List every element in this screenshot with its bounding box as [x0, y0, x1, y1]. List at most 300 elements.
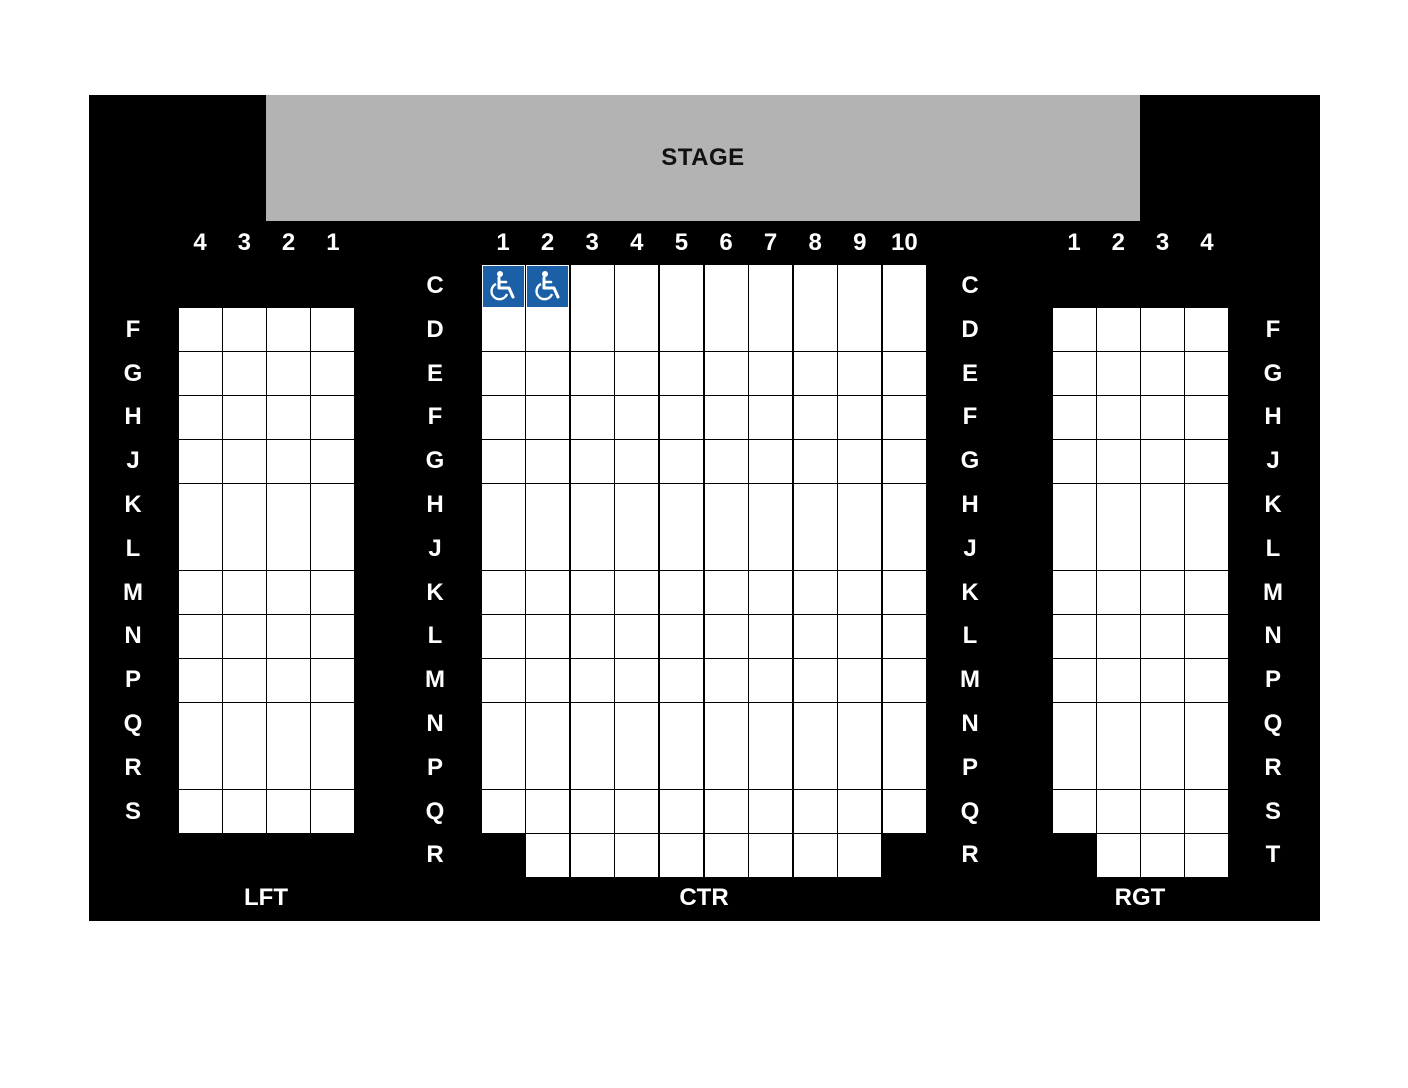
seat-left-H-2[interactable]: [267, 396, 310, 439]
seat-center-E-1[interactable]: [482, 352, 525, 395]
seat-left-J-3[interactable]: [223, 440, 266, 483]
center-row-label-left: Q: [425, 797, 445, 825]
seat-center-J-10[interactable]: [883, 527, 926, 570]
seat-center-G-2[interactable]: [526, 440, 569, 483]
seat-left-L-4[interactable]: [179, 527, 222, 570]
left-row-label: J: [126, 447, 140, 475]
seat-left-L-3[interactable]: [223, 527, 266, 570]
seat-center-M-7[interactable]: [749, 659, 792, 702]
seat-center-H-1[interactable]: [482, 484, 525, 527]
seat-center-R-4[interactable]: [615, 834, 658, 877]
seat-center-F-8[interactable]: [794, 396, 837, 439]
seat-left-H-3[interactable]: [223, 396, 266, 439]
seat-center-L-3[interactable]: [571, 615, 614, 658]
seat-left-R-2[interactable]: [267, 746, 310, 789]
seat-left-K-3[interactable]: [223, 484, 266, 527]
right-row-label: N: [1264, 622, 1282, 650]
seat-right-H-3[interactable]: [1141, 396, 1184, 439]
seat-center-F-2[interactable]: [526, 396, 569, 439]
seat-left-M-1[interactable]: [311, 571, 354, 614]
seat-right-M-2[interactable]: [1097, 571, 1140, 614]
seat-right-K-2[interactable]: [1097, 484, 1140, 527]
seat-center-D-8[interactable]: [794, 308, 837, 351]
seat-center-K-9[interactable]: [838, 571, 881, 614]
seat-right-J-4[interactable]: [1185, 440, 1228, 483]
seat-center-F-7[interactable]: [749, 396, 792, 439]
seat-center-R-3[interactable]: [571, 834, 614, 877]
seat-center-J-3[interactable]: [571, 527, 614, 570]
left-seat-number: 3: [237, 229, 251, 256]
seat-center-F-6[interactable]: [705, 396, 748, 439]
seat-center-P-1[interactable]: [482, 746, 525, 789]
seat-right-K-4[interactable]: [1185, 484, 1228, 527]
seat-center-P-6[interactable]: [705, 746, 748, 789]
seat-center-M-3[interactable]: [571, 659, 614, 702]
seat-left-F-1[interactable]: [311, 308, 354, 351]
center-row-label-left: N: [426, 710, 444, 737]
right-row-label: J: [1266, 447, 1280, 475]
seat-right-N-1[interactable]: [1053, 615, 1096, 658]
seat-center-P-10[interactable]: [883, 746, 926, 789]
right-seat-number: 3: [1155, 229, 1170, 256]
seat-left-H-4[interactable]: [179, 396, 222, 439]
seat-center-D-2[interactable]: [526, 308, 569, 351]
seat-left-J-1[interactable]: [311, 440, 354, 483]
seat-center-G-1[interactable]: [482, 440, 525, 483]
seat-center-N-2[interactable]: [526, 703, 569, 746]
seat-center-F-9[interactable]: [838, 396, 881, 439]
seat-center-F-5[interactable]: [660, 396, 703, 439]
seat-left-J-4[interactable]: [179, 440, 222, 483]
seat-right-Q-3[interactable]: [1141, 703, 1184, 746]
right-seat-number: 2: [1111, 229, 1125, 256]
seat-center-Q-8[interactable]: [794, 790, 837, 833]
seat-center-C-9[interactable]: [838, 265, 881, 308]
seat-left-R-3[interactable]: [223, 746, 266, 789]
seat-center-M-8[interactable]: [794, 659, 837, 702]
seat-left-F-2[interactable]: [267, 308, 310, 351]
seat-center-N-4[interactable]: [615, 703, 658, 746]
seat-left-S-4[interactable]: [179, 790, 222, 833]
seat-right-G-2[interactable]: [1097, 352, 1140, 395]
seat-left-K-1[interactable]: [311, 484, 354, 527]
seat-right-J-1[interactable]: [1053, 440, 1096, 483]
center-row-label-left: P: [426, 753, 443, 781]
seat-left-S-1[interactable]: [311, 790, 354, 833]
seat-center-E-8[interactable]: [794, 352, 837, 395]
seat-right-F-1[interactable]: [1053, 308, 1096, 351]
seat-center-N-8[interactable]: [794, 703, 837, 746]
seat-right-P-2[interactable]: [1097, 659, 1140, 702]
seat-center-N-6[interactable]: [705, 703, 748, 746]
seat-center-P-5[interactable]: [660, 746, 703, 789]
right-row-label: T: [1265, 841, 1281, 869]
seat-left-J-2[interactable]: [267, 440, 310, 483]
seat-left-P-4[interactable]: [179, 659, 222, 702]
seat-left-G-4[interactable]: [179, 352, 222, 395]
seat-right-L-1[interactable]: [1053, 527, 1096, 570]
seat-center-Q-7[interactable]: [749, 790, 792, 833]
seat-center-Q-5[interactable]: [660, 790, 703, 833]
seat-center-M-4[interactable]: [615, 659, 658, 702]
seat-right-L-3[interactable]: [1141, 527, 1184, 570]
seat-center-C-6[interactable]: [705, 265, 748, 308]
seat-left-P-2[interactable]: [267, 659, 310, 702]
seat-center-L-9[interactable]: [838, 615, 881, 658]
seat-left-M-4[interactable]: [179, 571, 222, 614]
seat-center-N-10[interactable]: [883, 703, 926, 746]
left-row-label: N: [124, 622, 142, 650]
seat-right-F-3[interactable]: [1141, 308, 1184, 351]
seat-left-G-1[interactable]: [311, 352, 354, 395]
center-seat-number: 8: [808, 229, 822, 256]
seat-right-H-1[interactable]: [1053, 396, 1096, 439]
seat-center-C-7[interactable]: [749, 265, 792, 308]
center-row-label-left: M: [425, 666, 445, 694]
seat-center-R-5[interactable]: [660, 834, 703, 877]
seat-center-L-5[interactable]: [660, 615, 703, 658]
seat-center-C-3[interactable]: [571, 265, 614, 308]
right-section-label: RGT: [1114, 884, 1166, 911]
seat-center-G-4[interactable]: [615, 440, 658, 483]
seat-left-Q-1[interactable]: [311, 703, 354, 746]
seat-center-N-9[interactable]: [838, 703, 881, 746]
seat-left-F-3[interactable]: [223, 308, 266, 351]
seat-right-S-2[interactable]: [1097, 790, 1140, 833]
seat-center-Q-6[interactable]: [705, 790, 748, 833]
center-seat-number: 4: [630, 229, 644, 256]
seat-center-D-7[interactable]: [749, 308, 792, 351]
center-section-label: CTR: [679, 884, 729, 911]
left-row-label: M: [123, 578, 143, 606]
center-row-label-right: M: [960, 666, 980, 694]
seat-left-N-3[interactable]: [223, 615, 266, 658]
seat-left-N-1[interactable]: [311, 615, 354, 658]
seat-center-Q-10[interactable]: [883, 790, 926, 833]
seat-center-G-3[interactable]: [571, 440, 614, 483]
seat-center-P-3[interactable]: [571, 746, 614, 789]
seat-center-P-4[interactable]: [615, 746, 658, 789]
seat-right-S-4[interactable]: [1185, 790, 1228, 833]
seat-center-K-2[interactable]: [526, 571, 569, 614]
seat-right-L-4[interactable]: [1185, 527, 1228, 570]
seat-left-G-2[interactable]: [267, 352, 310, 395]
center-row-label-left: C: [426, 272, 444, 299]
seat-center-Q-2[interactable]: [526, 790, 569, 833]
seat-center-K-6[interactable]: [705, 571, 748, 614]
seat-left-P-1[interactable]: [311, 659, 354, 702]
seat-right-L-2[interactable]: [1097, 527, 1140, 570]
seat-center-P-8[interactable]: [794, 746, 837, 789]
seat-center-R-6[interactable]: [705, 834, 748, 877]
seat-center-C-10[interactable]: [883, 265, 926, 308]
seat-center-J-1[interactable]: [482, 527, 525, 570]
seat-center-J-9[interactable]: [838, 527, 881, 570]
seat-center-H-10[interactable]: [883, 484, 926, 527]
seat-center-L-7[interactable]: [749, 615, 792, 658]
wheelchair-icon: [485, 268, 521, 304]
seat-center-L-8[interactable]: [794, 615, 837, 658]
center-row-label-left: F: [427, 403, 443, 431]
seat-center-J-8[interactable]: [794, 527, 837, 570]
seat-center-M-9[interactable]: [838, 659, 881, 702]
center-row-label-left: G: [425, 447, 445, 475]
center-row-label-right: L: [962, 622, 978, 650]
stage-label: STAGE: [661, 144, 745, 171]
seat-right-N-3[interactable]: [1141, 615, 1184, 658]
wheelchair-icon: [530, 268, 566, 304]
seat-center-R-7[interactable]: [749, 834, 792, 877]
seat-center-K-3[interactable]: [571, 571, 614, 614]
seat-center-M-6[interactable]: [705, 659, 748, 702]
seat-center-E-5[interactable]: [660, 352, 703, 395]
right-row-label: R: [1264, 753, 1282, 781]
center-seat-number: 2: [540, 229, 555, 256]
center-row-label-right: C: [961, 272, 979, 299]
left-row-label: G: [123, 359, 143, 387]
center-row-label-left: K: [426, 578, 444, 606]
seat-center-K-5[interactable]: [660, 571, 703, 614]
seat-right-R-4[interactable]: [1185, 746, 1228, 789]
seat-center-M-5[interactable]: [660, 659, 703, 702]
seat-center-L-10[interactable]: [883, 615, 926, 658]
seat-left-N-2[interactable]: [267, 615, 310, 658]
right-seat-number: 1: [1067, 229, 1081, 256]
seat-center-L-4[interactable]: [615, 615, 658, 658]
center-row-label-right: D: [961, 315, 979, 343]
seat-left-F-4[interactable]: [179, 308, 222, 351]
seat-center-C-5[interactable]: [660, 265, 703, 308]
seat-center-M-10[interactable]: [883, 659, 926, 702]
seat-left-G-3[interactable]: [223, 352, 266, 395]
seat-left-Q-3[interactable]: [223, 703, 266, 746]
center-row-label-right: J: [963, 534, 977, 562]
seat-center-P-7[interactable]: [749, 746, 792, 789]
seat-center-K-8[interactable]: [794, 571, 837, 614]
seat-right-H-4[interactable]: [1185, 396, 1228, 439]
seat-center-L-6[interactable]: [705, 615, 748, 658]
seat-right-R-1[interactable]: [1053, 746, 1096, 789]
center-row-label-left: R: [426, 841, 444, 869]
right-row-label: H: [1264, 403, 1282, 431]
seat-center-F-10[interactable]: [883, 396, 926, 439]
seat-center-G-6[interactable]: [705, 440, 748, 483]
seat-right-F-4[interactable]: [1185, 308, 1228, 351]
seat-center-Q-9[interactable]: [838, 790, 881, 833]
seat-center-H-9[interactable]: [838, 484, 881, 527]
left-row-label: L: [125, 534, 141, 562]
seat-right-N-4[interactable]: [1185, 615, 1228, 658]
seat-left-M-2[interactable]: [267, 571, 310, 614]
center-row-label-right: E: [961, 359, 978, 387]
seat-center-J-6[interactable]: [705, 527, 748, 570]
seat-left-K-2[interactable]: [267, 484, 310, 527]
seat-left-M-3[interactable]: [223, 571, 266, 614]
seat-center-J-2[interactable]: [526, 527, 569, 570]
seat-center-J-7[interactable]: [749, 527, 792, 570]
right-seat-number: 4: [1200, 229, 1214, 256]
seat-center-N-3[interactable]: [571, 703, 614, 746]
seat-right-T-4[interactable]: [1185, 834, 1228, 877]
right-row-label: L: [1265, 534, 1281, 562]
seat-right-M-4[interactable]: [1185, 571, 1228, 614]
left-seat-number: 1: [326, 229, 340, 256]
seat-center-E-2[interactable]: [526, 352, 569, 395]
seat-center-D-1[interactable]: [482, 308, 525, 351]
left-row-label: F: [125, 315, 141, 343]
seat-right-G-3[interactable]: [1141, 352, 1184, 395]
seat-center-E-7[interactable]: [749, 352, 792, 395]
seat-center-N-1[interactable]: [482, 703, 525, 746]
seat-center-C-1[interactable]: [482, 265, 525, 308]
seat-right-Q-1[interactable]: [1053, 703, 1096, 746]
center-row-label-right: R: [961, 841, 979, 869]
center-seat-number: 5: [674, 229, 689, 256]
center-row-label-right: H: [961, 491, 979, 518]
center-row-label-left: L: [427, 622, 443, 650]
center-seat-number: 10: [891, 229, 918, 256]
seat-center-G-9[interactable]: [838, 440, 881, 483]
seat-left-Q-2[interactable]: [267, 703, 310, 746]
seat-center-K-1[interactable]: [482, 571, 525, 614]
seat-center-F-1[interactable]: [482, 396, 525, 439]
seat-center-E-10[interactable]: [883, 352, 926, 395]
seat-center-H-4[interactable]: [615, 484, 658, 527]
seat-left-H-1[interactable]: [311, 396, 354, 439]
seat-right-M-3[interactable]: [1141, 571, 1184, 614]
seat-left-R-1[interactable]: [311, 746, 354, 789]
seat-center-N-7[interactable]: [749, 703, 792, 746]
right-row-label: G: [1263, 359, 1283, 387]
center-row-label-right: Q: [960, 797, 980, 825]
seat-right-J-2[interactable]: [1097, 440, 1140, 483]
seat-center-H-3[interactable]: [571, 484, 614, 527]
seat-center-K-10[interactable]: [883, 571, 926, 614]
seat-center-E-9[interactable]: [838, 352, 881, 395]
center-seat-number: 7: [763, 229, 778, 256]
seat-center-Q-3[interactable]: [571, 790, 614, 833]
seat-center-D-9[interactable]: [838, 308, 881, 351]
seat-right-R-3[interactable]: [1141, 746, 1184, 789]
seat-right-Q-2[interactable]: [1097, 703, 1140, 746]
seat-center-P-2[interactable]: [526, 746, 569, 789]
seat-center-F-4[interactable]: [615, 396, 658, 439]
seat-right-P-1[interactable]: [1053, 659, 1096, 702]
center-row-label-right: G: [960, 447, 980, 475]
seat-left-L-1[interactable]: [311, 527, 354, 570]
seat-center-F-3[interactable]: [571, 396, 614, 439]
left-section-label: LFT: [244, 884, 288, 911]
center-row-label-left: E: [426, 359, 443, 387]
seat-center-Q-1[interactable]: [482, 790, 525, 833]
seat-right-T-2[interactable]: [1097, 834, 1140, 877]
seat-center-D-10[interactable]: [883, 308, 926, 351]
seat-right-F-2[interactable]: [1097, 308, 1140, 351]
seat-left-R-4[interactable]: [179, 746, 222, 789]
seat-center-K-7[interactable]: [749, 571, 792, 614]
seat-right-G-1[interactable]: [1053, 352, 1096, 395]
seat-right-T-3[interactable]: [1141, 834, 1184, 877]
seat-right-S-3[interactable]: [1141, 790, 1184, 833]
center-row-label-left: J: [428, 534, 442, 562]
seat-center-C-2[interactable]: [526, 265, 569, 308]
seat-center-D-3[interactable]: [571, 308, 614, 351]
seat-right-K-1[interactable]: [1053, 484, 1096, 527]
seat-center-D-4[interactable]: [615, 308, 658, 351]
seat-right-J-3[interactable]: [1141, 440, 1184, 483]
seat-center-G-7[interactable]: [749, 440, 792, 483]
seat-center-D-6[interactable]: [705, 308, 748, 351]
seat-right-M-1[interactable]: [1053, 571, 1096, 614]
seat-left-Q-4[interactable]: [179, 703, 222, 746]
seat-left-S-2[interactable]: [267, 790, 310, 833]
seat-right-N-2[interactable]: [1097, 615, 1140, 658]
seat-center-N-5[interactable]: [660, 703, 703, 746]
seat-center-P-9[interactable]: [838, 746, 881, 789]
seat-right-G-4[interactable]: [1185, 352, 1228, 395]
seat-center-K-4[interactable]: [615, 571, 658, 614]
seat-center-D-5[interactable]: [660, 308, 703, 351]
seat-left-K-4[interactable]: [179, 484, 222, 527]
center-seat-number: 1: [496, 229, 510, 256]
left-row-label: R: [124, 753, 142, 781]
seat-center-J-4[interactable]: [615, 527, 658, 570]
seat-center-L-1[interactable]: [482, 615, 525, 658]
seat-center-H-8[interactable]: [794, 484, 837, 527]
center-row-label-right: P: [961, 753, 978, 781]
seat-left-P-3[interactable]: [223, 659, 266, 702]
seat-center-E-6[interactable]: [705, 352, 748, 395]
seat-right-Q-4[interactable]: [1185, 703, 1228, 746]
center-seat-number: 3: [585, 229, 599, 256]
seat-center-J-5[interactable]: [660, 527, 703, 570]
seat-center-R-2[interactable]: [526, 834, 569, 877]
stage: [266, 95, 1140, 221]
seat-left-S-3[interactable]: [223, 790, 266, 833]
seat-center-R-8[interactable]: [794, 834, 837, 877]
seat-center-E-3[interactable]: [571, 352, 614, 395]
seat-right-R-2[interactable]: [1097, 746, 1140, 789]
seat-right-P-3[interactable]: [1141, 659, 1184, 702]
seat-center-C-8[interactable]: [794, 265, 837, 308]
seat-center-M-1[interactable]: [482, 659, 525, 702]
seat-center-G-10[interactable]: [883, 440, 926, 483]
seat-center-H-5[interactable]: [660, 484, 703, 527]
left-row-label: P: [124, 666, 141, 694]
seat-center-H-2[interactable]: [526, 484, 569, 527]
seat-center-R-9[interactable]: [838, 834, 881, 877]
seat-center-G-5[interactable]: [660, 440, 703, 483]
seat-center-L-2[interactable]: [526, 615, 569, 658]
right-row-label: F: [1265, 315, 1281, 343]
right-row-label: P: [1264, 666, 1281, 694]
seat-center-E-4[interactable]: [615, 352, 658, 395]
seat-center-G-8[interactable]: [794, 440, 837, 483]
seat-right-H-2[interactable]: [1097, 396, 1140, 439]
seat-left-L-2[interactable]: [267, 527, 310, 570]
seat-right-K-3[interactable]: [1141, 484, 1184, 527]
seat-right-S-1[interactable]: [1053, 790, 1096, 833]
seat-center-H-6[interactable]: [705, 484, 748, 527]
seat-left-N-4[interactable]: [179, 615, 222, 658]
seat-center-C-4[interactable]: [615, 265, 658, 308]
seat-center-M-2[interactable]: [526, 659, 569, 702]
seat-right-P-4[interactable]: [1185, 659, 1228, 702]
seat-center-Q-4[interactable]: [615, 790, 658, 833]
center-row-label-left: H: [426, 491, 444, 518]
seat-center-H-7[interactable]: [749, 484, 792, 527]
left-row-label: K: [124, 491, 142, 518]
